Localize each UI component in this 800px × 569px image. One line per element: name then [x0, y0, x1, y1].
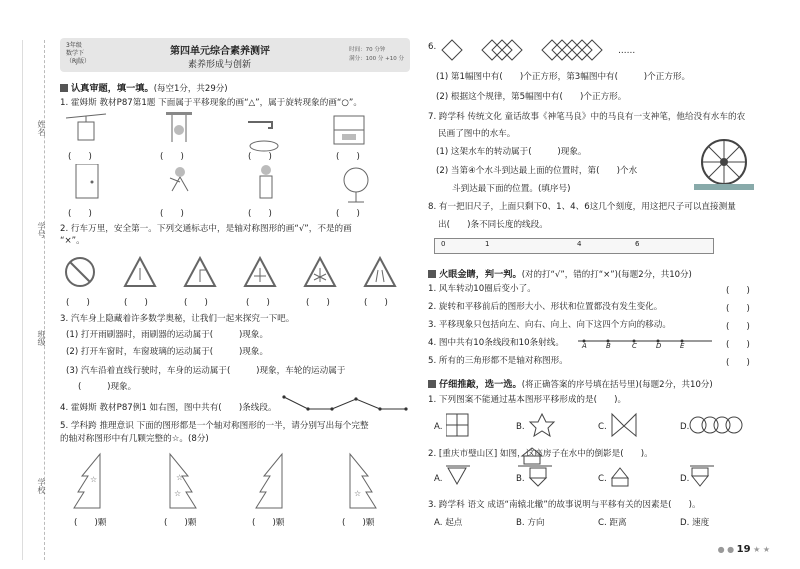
- section2-heading: [428, 266, 692, 280]
- half-tree-2-icon: [170, 454, 196, 508]
- test-subtitle: 素养形成与创新: [188, 60, 252, 70]
- choice-q2-opt-c[interactable]: C.: [598, 474, 607, 484]
- judge-item-5: 5. 所有的三角形都不是轴对称图形。: [428, 356, 568, 366]
- subject: 数学下: [66, 50, 85, 57]
- page-number-value: 19: [736, 544, 751, 555]
- choice-q3-text: 3. 跨学科 语文 成语“南辕北辙”的故事说明与平移有关的因素是( )。: [428, 500, 701, 510]
- ray-line-figure: [578, 336, 712, 350]
- square-bullet-icon: [428, 380, 436, 388]
- point-label-e: E: [680, 342, 685, 350]
- q4-line-figure: [280, 393, 412, 415]
- full-score: 满分：100 分 +10 分: [349, 56, 404, 62]
- dots-left-icon: ● ●: [717, 545, 737, 554]
- grade-info: [66, 42, 90, 66]
- q2-traffic-signs: [64, 256, 414, 292]
- binding-margin: [0, 0, 58, 569]
- q6-sub1: (1) 第1幅图中有( )个正方形，第3幅图中有( )个正方形。: [436, 72, 691, 82]
- school-label: 学校: [37, 478, 46, 494]
- violin-player-icon: [260, 165, 272, 198]
- q6-square-pattern: [440, 38, 620, 66]
- house-original-icon: [518, 446, 558, 468]
- q2-blank-2[interactable]: ( ): [124, 298, 148, 308]
- house-reflection-d-icon: [690, 466, 714, 486]
- q6-sub2: (2) 根据这个规律，第5幅图中有( )个正方形。: [436, 92, 627, 102]
- point-label-c: C: [632, 342, 637, 350]
- q3-text: 3. 汽车身上隐藏着许多数学奥秘，让我们一起来探究一下吧。: [60, 314, 295, 324]
- q7-sub2b: 斗到达最下面的位置。(填序号): [452, 184, 571, 194]
- section1-heading: [60, 80, 228, 94]
- broken-ruler: [434, 238, 714, 254]
- q8-text2: 出( )条不同长度的线段。: [438, 220, 548, 230]
- svg-text:☆: ☆: [90, 475, 98, 484]
- q7-text2: 民画了图中的水车。: [438, 129, 516, 139]
- warning-sign-icon: [125, 258, 155, 286]
- q7-text: 7. 跨学科 传统文化 童话故事《神笔马良》中的马良有一支神笔，他给没有水车的农: [428, 112, 746, 122]
- q5-text: 5. 学科跨 推理意识 下面的图形都是一个轴对称图形的一半，请分别写出每个完整: [60, 421, 369, 431]
- house-reflection-b-icon: [530, 468, 546, 486]
- choice-q2-opt-b[interactable]: B.: [516, 474, 525, 484]
- time-limit: 时间：70 分钟: [349, 47, 386, 53]
- choice-q2-text: 2. [重庆市璧山区] 如图，这座房子在水中的倒影是( )。: [428, 449, 653, 459]
- q2-text: 2. 行车万里，安全第一。下列交通标志中，是轴对称图形的画“√”，不是的画: [60, 224, 352, 234]
- page-number: [718, 544, 770, 555]
- swing-icon: [166, 112, 192, 142]
- q6-ellipsis: ……: [618, 46, 636, 56]
- crossroad-sign-icon: [245, 258, 275, 286]
- choice-q2-opt-d[interactable]: D.: [680, 474, 690, 484]
- flower-pattern-icon: [530, 414, 554, 436]
- q1-blank-8[interactable]: ( ): [336, 209, 360, 219]
- junction-sign-icon: [185, 258, 215, 286]
- q2-blank-6[interactable]: ( ): [364, 298, 388, 308]
- q1-blank-3[interactable]: ( ): [248, 152, 272, 162]
- choice-q1-opt-c[interactable]: C.: [598, 422, 607, 432]
- choice-q3-opt-d[interactable]: D. 速度: [680, 518, 710, 528]
- section3-title: 仔细推敲，选一选。: [439, 379, 522, 390]
- test-header: [60, 38, 410, 72]
- grid-pattern-icon: [446, 414, 468, 436]
- q1-blank-1[interactable]: ( ): [68, 152, 92, 162]
- edition: （RJ版）: [66, 58, 90, 65]
- margin-line: [22, 40, 23, 560]
- q3-sub2: (2) 打开车窗时，车窗玻璃的运动属于( )现象。: [66, 347, 269, 357]
- choice-q1-opt-b[interactable]: B.: [516, 422, 525, 432]
- section3-heading: [428, 376, 713, 390]
- point-label-a: A: [582, 342, 587, 350]
- ruler-tick-6: 6: [635, 240, 640, 248]
- q5-blank-4[interactable]: ( )颗: [342, 518, 375, 528]
- half-tree-3-icon: [256, 454, 282, 508]
- cable-car-icon: [66, 114, 106, 140]
- pattern-2-icon: [482, 40, 522, 60]
- q1-pictures-row2: [66, 164, 416, 208]
- choice-q2-houses: [446, 464, 766, 490]
- drawer-icon: [334, 116, 364, 144]
- q1-pictures-row1: [66, 112, 416, 154]
- section3-note: (将正确答案的序号填在括号里)(每题2分，共10分): [521, 380, 713, 390]
- judge-blank-3[interactable]: ( ): [726, 322, 750, 332]
- ruler-tick-0: 0: [441, 240, 446, 248]
- q8-text: 8. 有一把旧尺子，上面只剩下0、1、4、6这几个刻度，用这把尺子可以直接测量: [428, 202, 736, 212]
- judge-blank-5[interactable]: ( ): [726, 358, 750, 368]
- door-icon: [76, 164, 98, 198]
- house-reflection-c-icon: [612, 468, 628, 486]
- pattern-3-icon: [542, 40, 602, 60]
- point-label-b: B: [606, 342, 611, 350]
- house-reflection-a-icon: [446, 466, 470, 484]
- q1-text: 1. 霍姆斯 教材P87第1题 下面属于平移现象的画“△”，属于旋转现象的画“○”。: [60, 98, 362, 108]
- half-tree-4-icon: [350, 454, 376, 508]
- judge-blank-4[interactable]: ( ): [726, 340, 750, 350]
- svg-text:☆: ☆: [174, 489, 182, 498]
- rings-pattern-icon: [690, 417, 742, 433]
- judge-item-2: 2. 旋转和平移前后的图形大小、形状和位置都没有发生变化。: [428, 302, 663, 312]
- crossroad-sign-2-icon: [305, 258, 335, 286]
- no-overtaking-sign-icon: [66, 258, 94, 286]
- section2-title: 火眼金睛，判一判。: [439, 269, 522, 280]
- square-bullet-icon: [60, 84, 68, 92]
- stars-right-icon: ★ ★: [750, 545, 770, 554]
- leaf-pattern-icon: [612, 414, 636, 436]
- grade: 3年级: [66, 42, 82, 49]
- point-label-d: D: [656, 342, 662, 350]
- half-tree-1-icon: [74, 454, 100, 508]
- judge-item-1: 1. 风车转动10圈后变小了。: [428, 284, 536, 294]
- judge-item-3: 3. 平移现象只包括向左、向右、向上、向下这四个方向的移动。: [428, 320, 671, 330]
- ruler-tick-4: 4: [577, 240, 582, 248]
- name-label: 姓名: [37, 120, 46, 136]
- choice-q1-opt-a[interactable]: A.: [434, 422, 443, 432]
- faucet-icon: [248, 122, 278, 151]
- q2-blank-5[interactable]: ( ): [306, 298, 330, 308]
- q3-sub3: (3) 汽车沿着直线行驶时，车身的运动属于( )现象，车轮的运动属于: [66, 366, 346, 376]
- q1-blank-5[interactable]: ( ): [68, 209, 92, 219]
- q5-half-trees: [66, 452, 406, 510]
- choice-q3-opt-b[interactable]: B. 方向: [516, 518, 545, 528]
- choice-q3-opt-a[interactable]: A. 起点: [434, 518, 463, 528]
- q5-text2: 的轴对称图形中有几颗完整的☆。(8分): [60, 434, 209, 444]
- q5-blank-1[interactable]: ( )颗: [74, 518, 107, 528]
- test-title: 第四单元综合素养测评: [170, 46, 270, 57]
- electric-fan-icon: [344, 168, 368, 202]
- ruler-tick-1: 1: [485, 240, 490, 248]
- q7-sub2: (2) 当第④个水斗到达最上面的位置时，第( )个水: [436, 166, 638, 176]
- judge-blank-1[interactable]: ( ): [726, 286, 750, 296]
- q4-text: 4. 霍姆斯 教材P87例1 如右图，图中共有( )条线段。: [60, 403, 277, 413]
- section1-note: (每空1分，共29分): [153, 84, 228, 94]
- q2-blank-3[interactable]: ( ): [184, 298, 208, 308]
- q3-sub1: (1) 打开雨刷器时，雨刷器的运动属于( )现象。: [66, 330, 269, 340]
- q2-blank-4[interactable]: ( ): [246, 298, 270, 308]
- pattern-1-icon: [442, 40, 462, 60]
- q5-blank-3[interactable]: ( )颗: [252, 518, 285, 528]
- section2-note: (对的打“√”，错的打“×”)(每题2分，共10分): [521, 270, 692, 280]
- square-bullet-icon: [428, 270, 436, 278]
- q7-sub1: (1) 这架水车的转动属于( )现象。: [436, 147, 587, 157]
- student-id-label: 学号: [37, 222, 46, 238]
- child-playing-icon: [170, 167, 188, 191]
- waterwheel-figure: [690, 134, 758, 192]
- q2-blank-1[interactable]: ( ): [66, 298, 90, 308]
- q1-blank-4[interactable]: ( ): [336, 152, 360, 162]
- choice-q1-patterns: [446, 412, 766, 440]
- section1-title: 认真审题，填一填。: [71, 83, 154, 94]
- q1-blank-2[interactable]: ( ): [160, 152, 184, 162]
- q6-number: 6.: [428, 42, 437, 52]
- class-label: 班级: [37, 330, 46, 346]
- time-score-info: [349, 46, 404, 64]
- choice-q3-opt-c[interactable]: C. 距离: [598, 518, 627, 528]
- choice-q1-text: 1. 下列图案不能通过基本图形平移形成的是( )。: [428, 395, 627, 405]
- svg-text:☆: ☆: [354, 489, 362, 498]
- choice-q1-opt-d[interactable]: D.: [680, 422, 690, 432]
- q2-text2: “×”。: [60, 236, 85, 246]
- narrow-road-sign-icon: [365, 258, 395, 286]
- judge-item-4: 4. 图中共有10条线段和10条射线。: [428, 338, 564, 348]
- svg-text:☆: ☆: [176, 473, 184, 482]
- q1-blank-7[interactable]: ( ): [248, 209, 272, 219]
- q1-blank-6[interactable]: ( ): [160, 209, 184, 219]
- q3-sub3b: ( )现象。: [78, 382, 137, 392]
- q5-blank-2[interactable]: ( )颗: [164, 518, 197, 528]
- judge-blank-2[interactable]: ( ): [726, 304, 750, 314]
- choice-q2-opt-a[interactable]: A.: [434, 474, 443, 484]
